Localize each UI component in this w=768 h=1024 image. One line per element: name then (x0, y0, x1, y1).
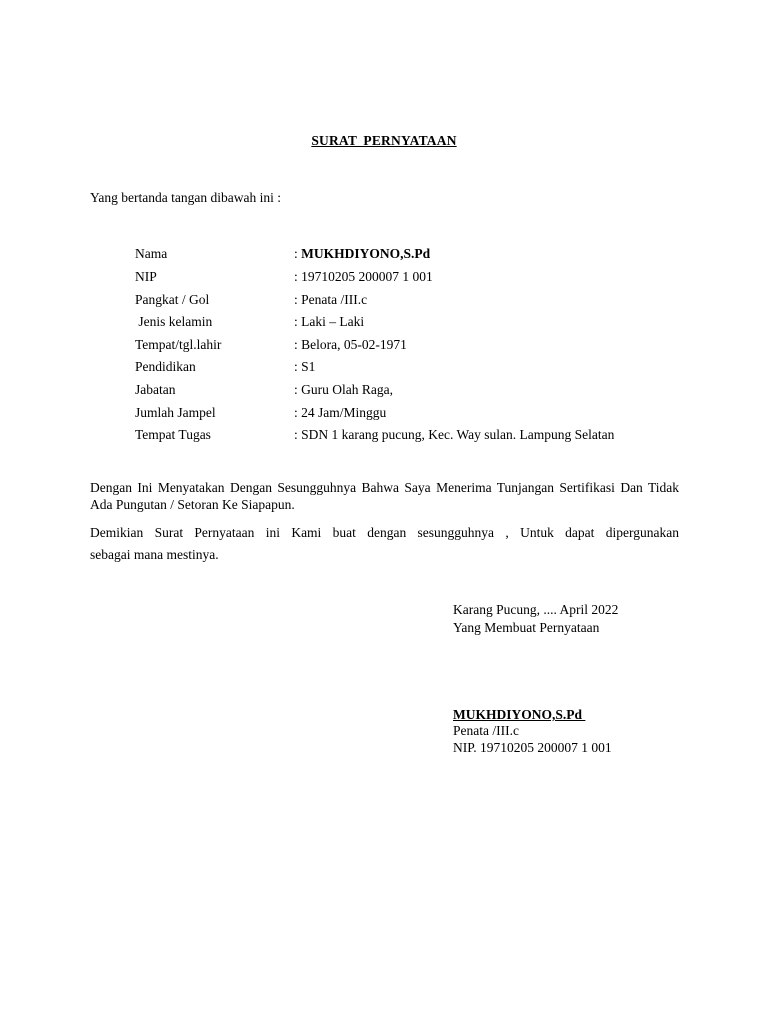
closing-paragraph-line1: Demikian Surat Pernyataan ini Kami buat dengan sesungguhnya , Untuk dapat dipergunakan (90, 525, 679, 540)
field-row-tempat-tgl-lahir (0, 337, 768, 357)
field-value: : Penata /III.c (294, 292, 368, 307)
field-value (294, 246, 430, 262)
field-value: : Laki – Laki (294, 314, 365, 329)
field-label: Tempat/tgl.lahir (135, 337, 222, 352)
field-row-jumlah-jampel (0, 405, 768, 425)
field-label: Jenis kelamin (135, 314, 213, 329)
field-label: Pendidikan (135, 359, 196, 374)
field-row-pendidikan (0, 359, 768, 379)
signature-name: MUKHDIYONO,S.Pd (453, 707, 586, 722)
field-label: NIP (135, 269, 157, 284)
signature-role: Yang Membuat Pernyataan (453, 620, 600, 635)
signature-place-date: Karang Pucung, .... April 2022 (453, 602, 619, 617)
field-row-nip (0, 269, 768, 289)
field-value: : Guru Olah Raga, (294, 382, 393, 397)
field-row-jenis-kelamin (0, 314, 768, 334)
field-value: : Belora, 05-02-1971 (294, 337, 407, 352)
name-value: MUKHDIYONO,S.Pd (301, 246, 431, 261)
field-label: Tempat Tugas (135, 427, 211, 442)
field-value: : 19710205 200007 1 001 (294, 269, 433, 284)
field-row-pangkat (0, 292, 768, 312)
field-label: Jabatan (135, 382, 176, 397)
document-title: SURAT PERNYATAAN (311, 133, 457, 148)
closing-paragraph-line2: sebagai mana mestinya. (90, 547, 219, 562)
field-label: Jumlah Jampel (135, 405, 216, 420)
intro-text: Yang bertanda tangan dibawah ini : (90, 190, 281, 205)
field-value: : S1 (294, 359, 316, 374)
name-prefix: : (294, 246, 302, 261)
field-value: : SDN 1 karang pucung, Kec. Way sulan. Lampung Selatan (294, 427, 615, 442)
field-row-nama (0, 246, 768, 266)
field-value: : 24 Jam/Minggu (294, 405, 387, 420)
statement-paragraph: Dengan Ini Menyatakan Dengan Sesungguhnya Bahwa Saya Menerima Tunjangan Sertifikasi Dan Tidak Ada Pungutan / Setoran Ke Siapapun. (90, 480, 679, 512)
field-label: Nama (135, 246, 168, 261)
signature-nip: NIP. 19710205 200007 1 001 (453, 740, 612, 755)
field-label: Pangkat / Gol (135, 292, 210, 307)
field-row-tempat-tugas (0, 427, 768, 447)
field-row-jabatan (0, 382, 768, 402)
signature-rank: Penata /III.c (453, 723, 519, 738)
